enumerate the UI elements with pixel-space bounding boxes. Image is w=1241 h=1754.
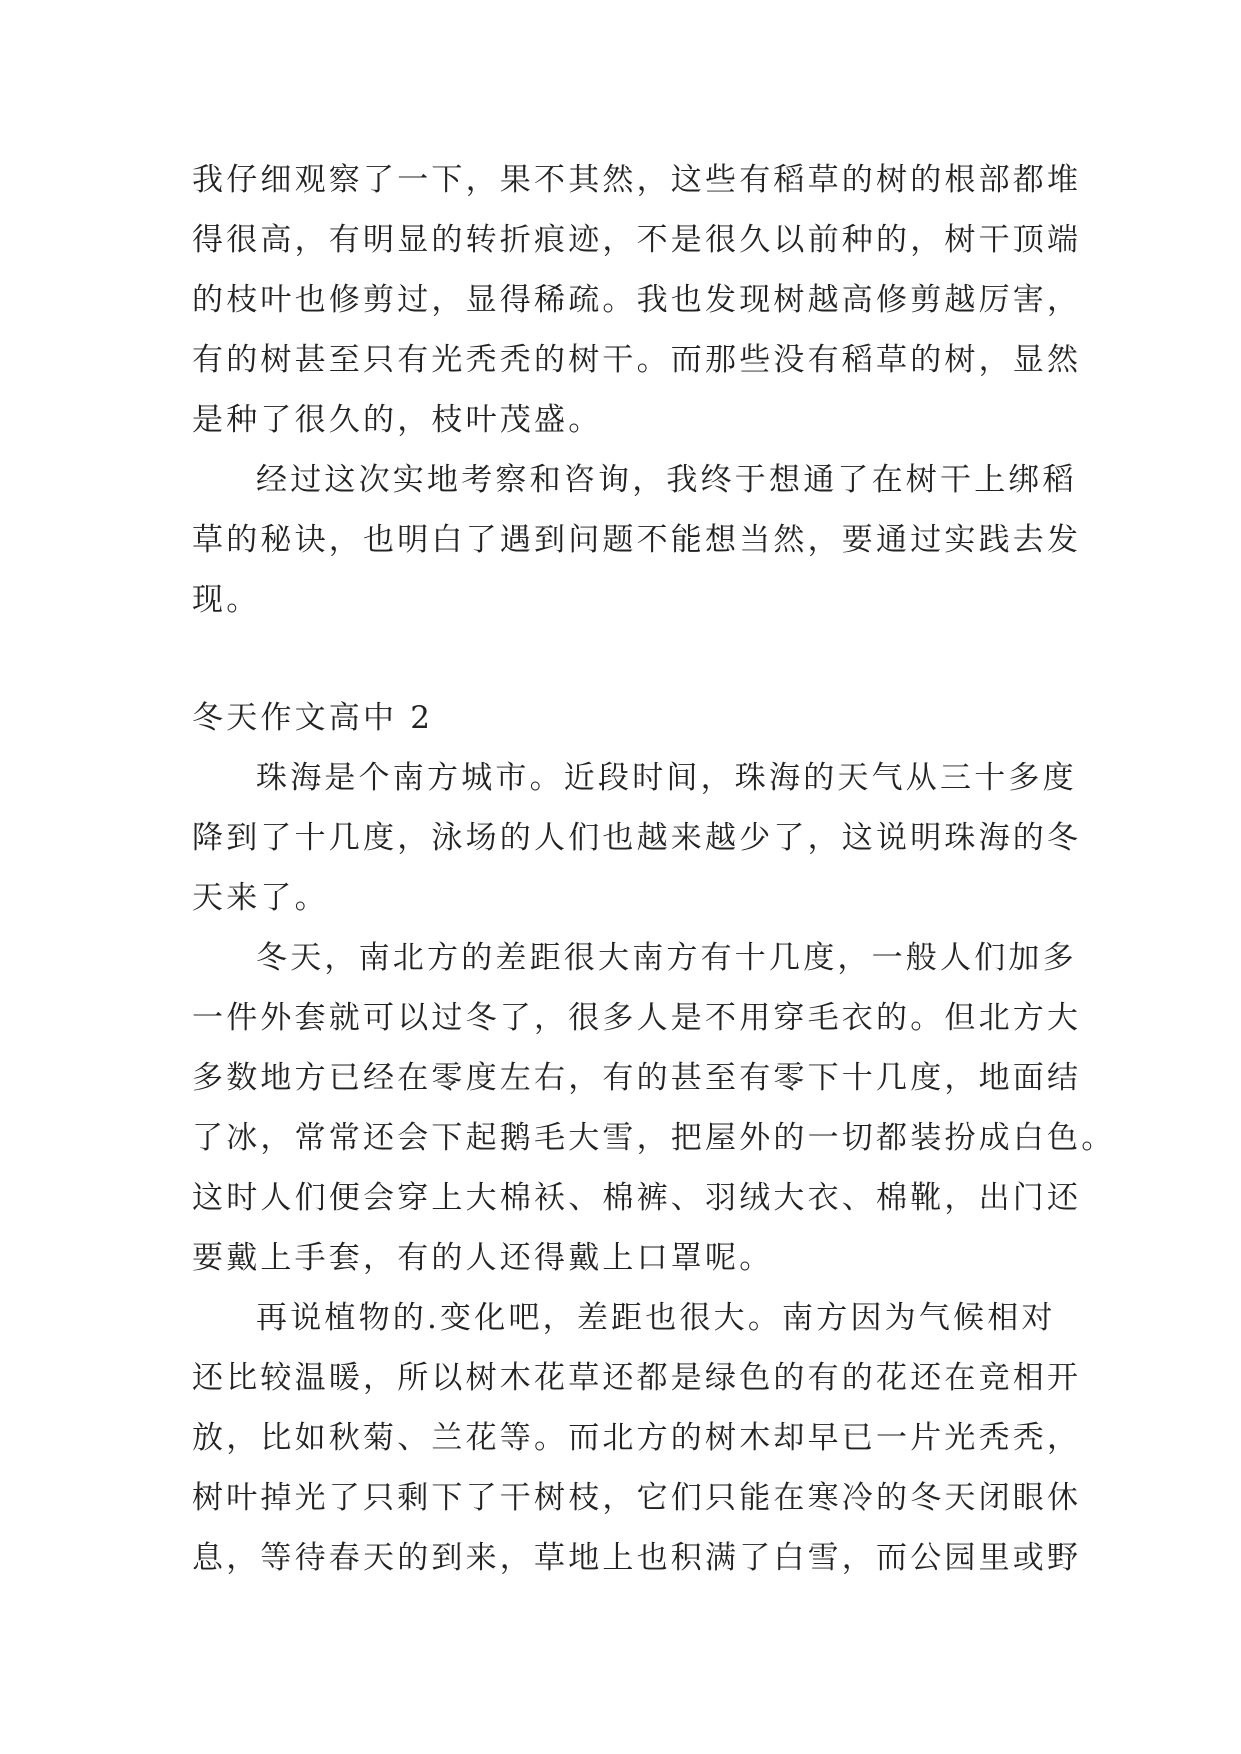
paragraph-line: 我仔细观察了一下，果不其然，这些有稻草的树的根部都堆 bbox=[192, 162, 1082, 198]
paragraph-line: 还比较温暖，所以树木花草还都是绿色的有的花还在竞相开 bbox=[192, 1360, 1082, 1396]
paragraph-line: 冬天，南北方的差距很大南方有十几度，一般人们加多 bbox=[256, 940, 1077, 976]
paragraph-line: 再说植物的.变化吧，差距也很大。南方因为气候相对 bbox=[256, 1300, 1056, 1336]
paragraph-line: 现。 bbox=[192, 582, 261, 618]
paragraph-line: 经过这次实地考察和咨询，我终于想通了在树干上绑稻 bbox=[256, 462, 1077, 498]
section-heading: 冬天作文高中 2 bbox=[192, 700, 434, 736]
paragraph-line: 草的秘诀，也明白了遇到问题不能想当然，要通过实践去发 bbox=[192, 522, 1082, 558]
paragraph-line: 多数地方已经在零度左右，有的甚至有零下十几度，地面结 bbox=[192, 1060, 1082, 1096]
paragraph-line: 是种了很久的，枝叶茂盛。 bbox=[192, 402, 603, 438]
paragraph-line: 天来了。 bbox=[192, 880, 329, 916]
paragraph-line: 了冰，常常还会下起鹅毛大雪，把屋外的一切都装扮成白色。 bbox=[192, 1120, 1116, 1156]
paragraph-line: 有的树甚至只有光秃秃的树干。而那些没有稻草的树，显然 bbox=[192, 342, 1082, 378]
paragraph-line: 树叶掉光了只剩下了干树枝，它们只能在寒冷的冬天闭眼休 bbox=[192, 1480, 1082, 1516]
paragraph-line: 降到了十几度，泳场的人们也越来越少了，这说明珠海的冬 bbox=[192, 820, 1082, 856]
paragraph-line: 这时人们便会穿上大棉袄、棉裤、羽绒大衣、棉靴，出门还 bbox=[192, 1180, 1082, 1216]
paragraph-line: 放，比如秋菊、兰花等。而北方的树木却早已一片光秃秃， bbox=[192, 1420, 1082, 1456]
paragraph-line: 息，等待春天的到来，草地上也积满了白雪，而公园里或野 bbox=[192, 1540, 1082, 1576]
paragraph-line: 得很高，有明显的转折痕迹，不是很久以前种的，树干顶端 bbox=[192, 222, 1082, 258]
paragraph-line: 要戴上手套，有的人还得戴上口罩呢。 bbox=[192, 1240, 774, 1276]
paragraph-line: 的枝叶也修剪过，显得稀疏。我也发现树越高修剪越厉害， bbox=[192, 282, 1082, 318]
paragraph-line: 一件外套就可以过冬了，很多人是不用穿毛衣的。但北方大 bbox=[192, 1000, 1082, 1036]
paragraph-line: 珠海是个南方城市。近段时间，珠海的天气从三十多度 bbox=[256, 760, 1077, 796]
